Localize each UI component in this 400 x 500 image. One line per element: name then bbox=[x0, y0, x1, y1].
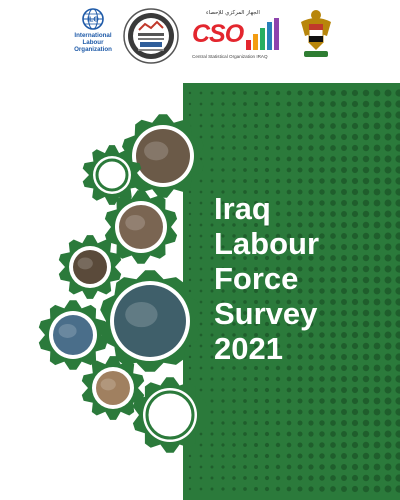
gear-collage bbox=[0, 83, 400, 500]
gear bbox=[133, 377, 207, 453]
photo-highlight bbox=[59, 324, 77, 338]
cso-wordmark: CSO bbox=[192, 20, 244, 48]
cso-subtitle: Central Statistical Organization IRAQ bbox=[192, 54, 268, 59]
logo-header bbox=[0, 0, 400, 83]
title-line: Survey bbox=[214, 296, 318, 331]
gear bbox=[82, 356, 144, 420]
ilo-globe-icon bbox=[66, 7, 120, 33]
gear bbox=[39, 300, 107, 370]
cso-arabic-name: الجهاز المركزي للإحصاء bbox=[206, 10, 260, 16]
photo-highlight bbox=[144, 141, 168, 160]
ilo-logo bbox=[66, 7, 120, 63]
report-title bbox=[214, 191, 319, 366]
svg-text:ILO: ILO bbox=[87, 16, 99, 24]
title-line: Force bbox=[214, 261, 299, 296]
photo-highlight bbox=[101, 378, 116, 390]
cosit-seal bbox=[123, 8, 179, 64]
cover-panel bbox=[0, 83, 400, 500]
title-line: Labour bbox=[214, 226, 320, 261]
gear-hub bbox=[147, 392, 193, 438]
photo-highlight bbox=[78, 257, 93, 269]
ilo-line: Organization bbox=[74, 46, 112, 53]
ilo-line: International bbox=[74, 32, 112, 39]
gear-hub bbox=[97, 160, 127, 190]
photo-highlight bbox=[125, 215, 145, 230]
title-line: 2021 bbox=[214, 331, 283, 366]
photo-highlight bbox=[125, 302, 157, 327]
cso-logo bbox=[190, 8, 282, 66]
bar-chart-icon bbox=[244, 16, 280, 52]
iraq-emblem bbox=[298, 6, 334, 62]
gear bbox=[59, 235, 121, 299]
iraq-eagle-emblem-icon bbox=[298, 6, 334, 62]
ilo-name bbox=[66, 32, 120, 53]
title-line: Iraq bbox=[214, 191, 271, 226]
cosit-seal-icon bbox=[123, 8, 179, 64]
ilo-line: Labour bbox=[82, 39, 104, 46]
